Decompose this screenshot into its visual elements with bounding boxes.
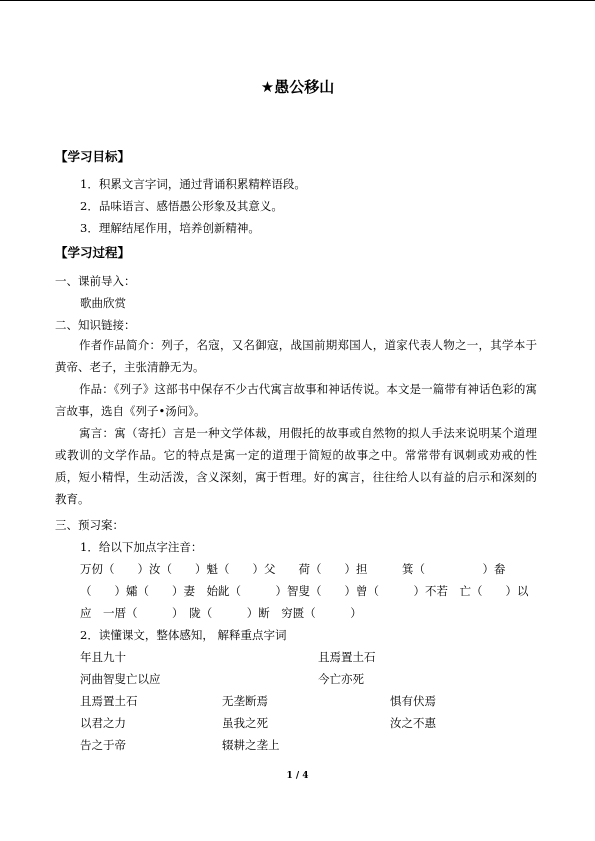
work-intro-paragraph: 作品：《列子》这部书中保存不少古代寓言故事和神话传说。本文是一篇带有神话色彩的寓言故事，选自《列子•汤问》。 xyxy=(55,382,537,418)
goal-item-1: 1．积累文言字词，通过背诵积累精粹语段。 xyxy=(80,177,306,191)
process-heading: 【学习过程】 xyxy=(55,245,131,260)
fable-intro-paragraph: 寓言：寓（寄托）言是一种文学体裁，用假托的故事或自然物的拟人手法来说明某个道理或教训的文学作品。它的特点是寓一定的道理于简短的故事之中。常常带有讽刺或劝戒的性质，短小精悍，生动活泼，含义深刻，寓于哲理。好的寓言，往往给人以有益的启示和深刻的教育。 xyxy=(55,426,537,506)
goal-item-2: 2．品味语言、感悟愚公形象及其意义。 xyxy=(80,199,283,213)
vocab-item: 辍耕之垄上 xyxy=(222,738,280,752)
page-number: 1 / 4 xyxy=(286,771,309,781)
vocab-item: 无垄断焉 xyxy=(222,694,268,708)
pinyin-row-3: 应 一厝（ ） 陇（ ）断 穷匮（ ） xyxy=(80,606,362,620)
pinyin-row-2: （ ）孀（ ）妻 始龀（ ）智叟（ ）曾（ ）不若 亡（ ）以 xyxy=(80,584,529,598)
vocab-item: 惧有伏焉 xyxy=(390,694,436,708)
part3-heading: 三、预习案： xyxy=(55,518,124,532)
author-intro-paragraph: 作者作品简介：列子，名寇，又名御寇，战国前期郑国人，道家代表人物之一，其学本于黄帝、老子，主张清静无为。 xyxy=(55,338,537,374)
vocab-item: 且焉置土石 xyxy=(80,694,138,708)
question1-label: 1．给以下加点字注音： xyxy=(80,540,203,554)
page-title: ★愚公移山 xyxy=(260,78,335,96)
vocab-item: 虽我之死 xyxy=(222,716,268,730)
goal-item-3: 3．理解结尾作用，培养创新精神。 xyxy=(80,221,260,235)
vocab-item: 年且九十 xyxy=(80,650,126,664)
top-rule xyxy=(0,0,595,1)
part2-heading: 二、知识链接： xyxy=(55,318,136,332)
question2-label: 2．读懂课文，整体感知， 解释重点字词 xyxy=(80,628,287,642)
vocab-item: 且焉置土石 xyxy=(318,650,376,664)
pinyin-row-1: 万仞（ ）汝（ ）魁（ ）父 荷（ ）担 箕（ ）畚 xyxy=(80,562,506,576)
vocab-item: 汝之不惠 xyxy=(390,716,436,730)
vocab-item: 以君之力 xyxy=(80,716,126,730)
vocab-item: 河曲智叟亡以应 xyxy=(80,672,161,686)
vocab-item: 告之于帝 xyxy=(80,738,126,752)
part1-heading: 一、课前导入： xyxy=(55,274,136,288)
part1-line: 歌曲欣赏 xyxy=(80,296,126,310)
goals-heading: 【学习目标】 xyxy=(55,149,131,164)
vocab-item: 今亡亦死 xyxy=(318,672,364,686)
